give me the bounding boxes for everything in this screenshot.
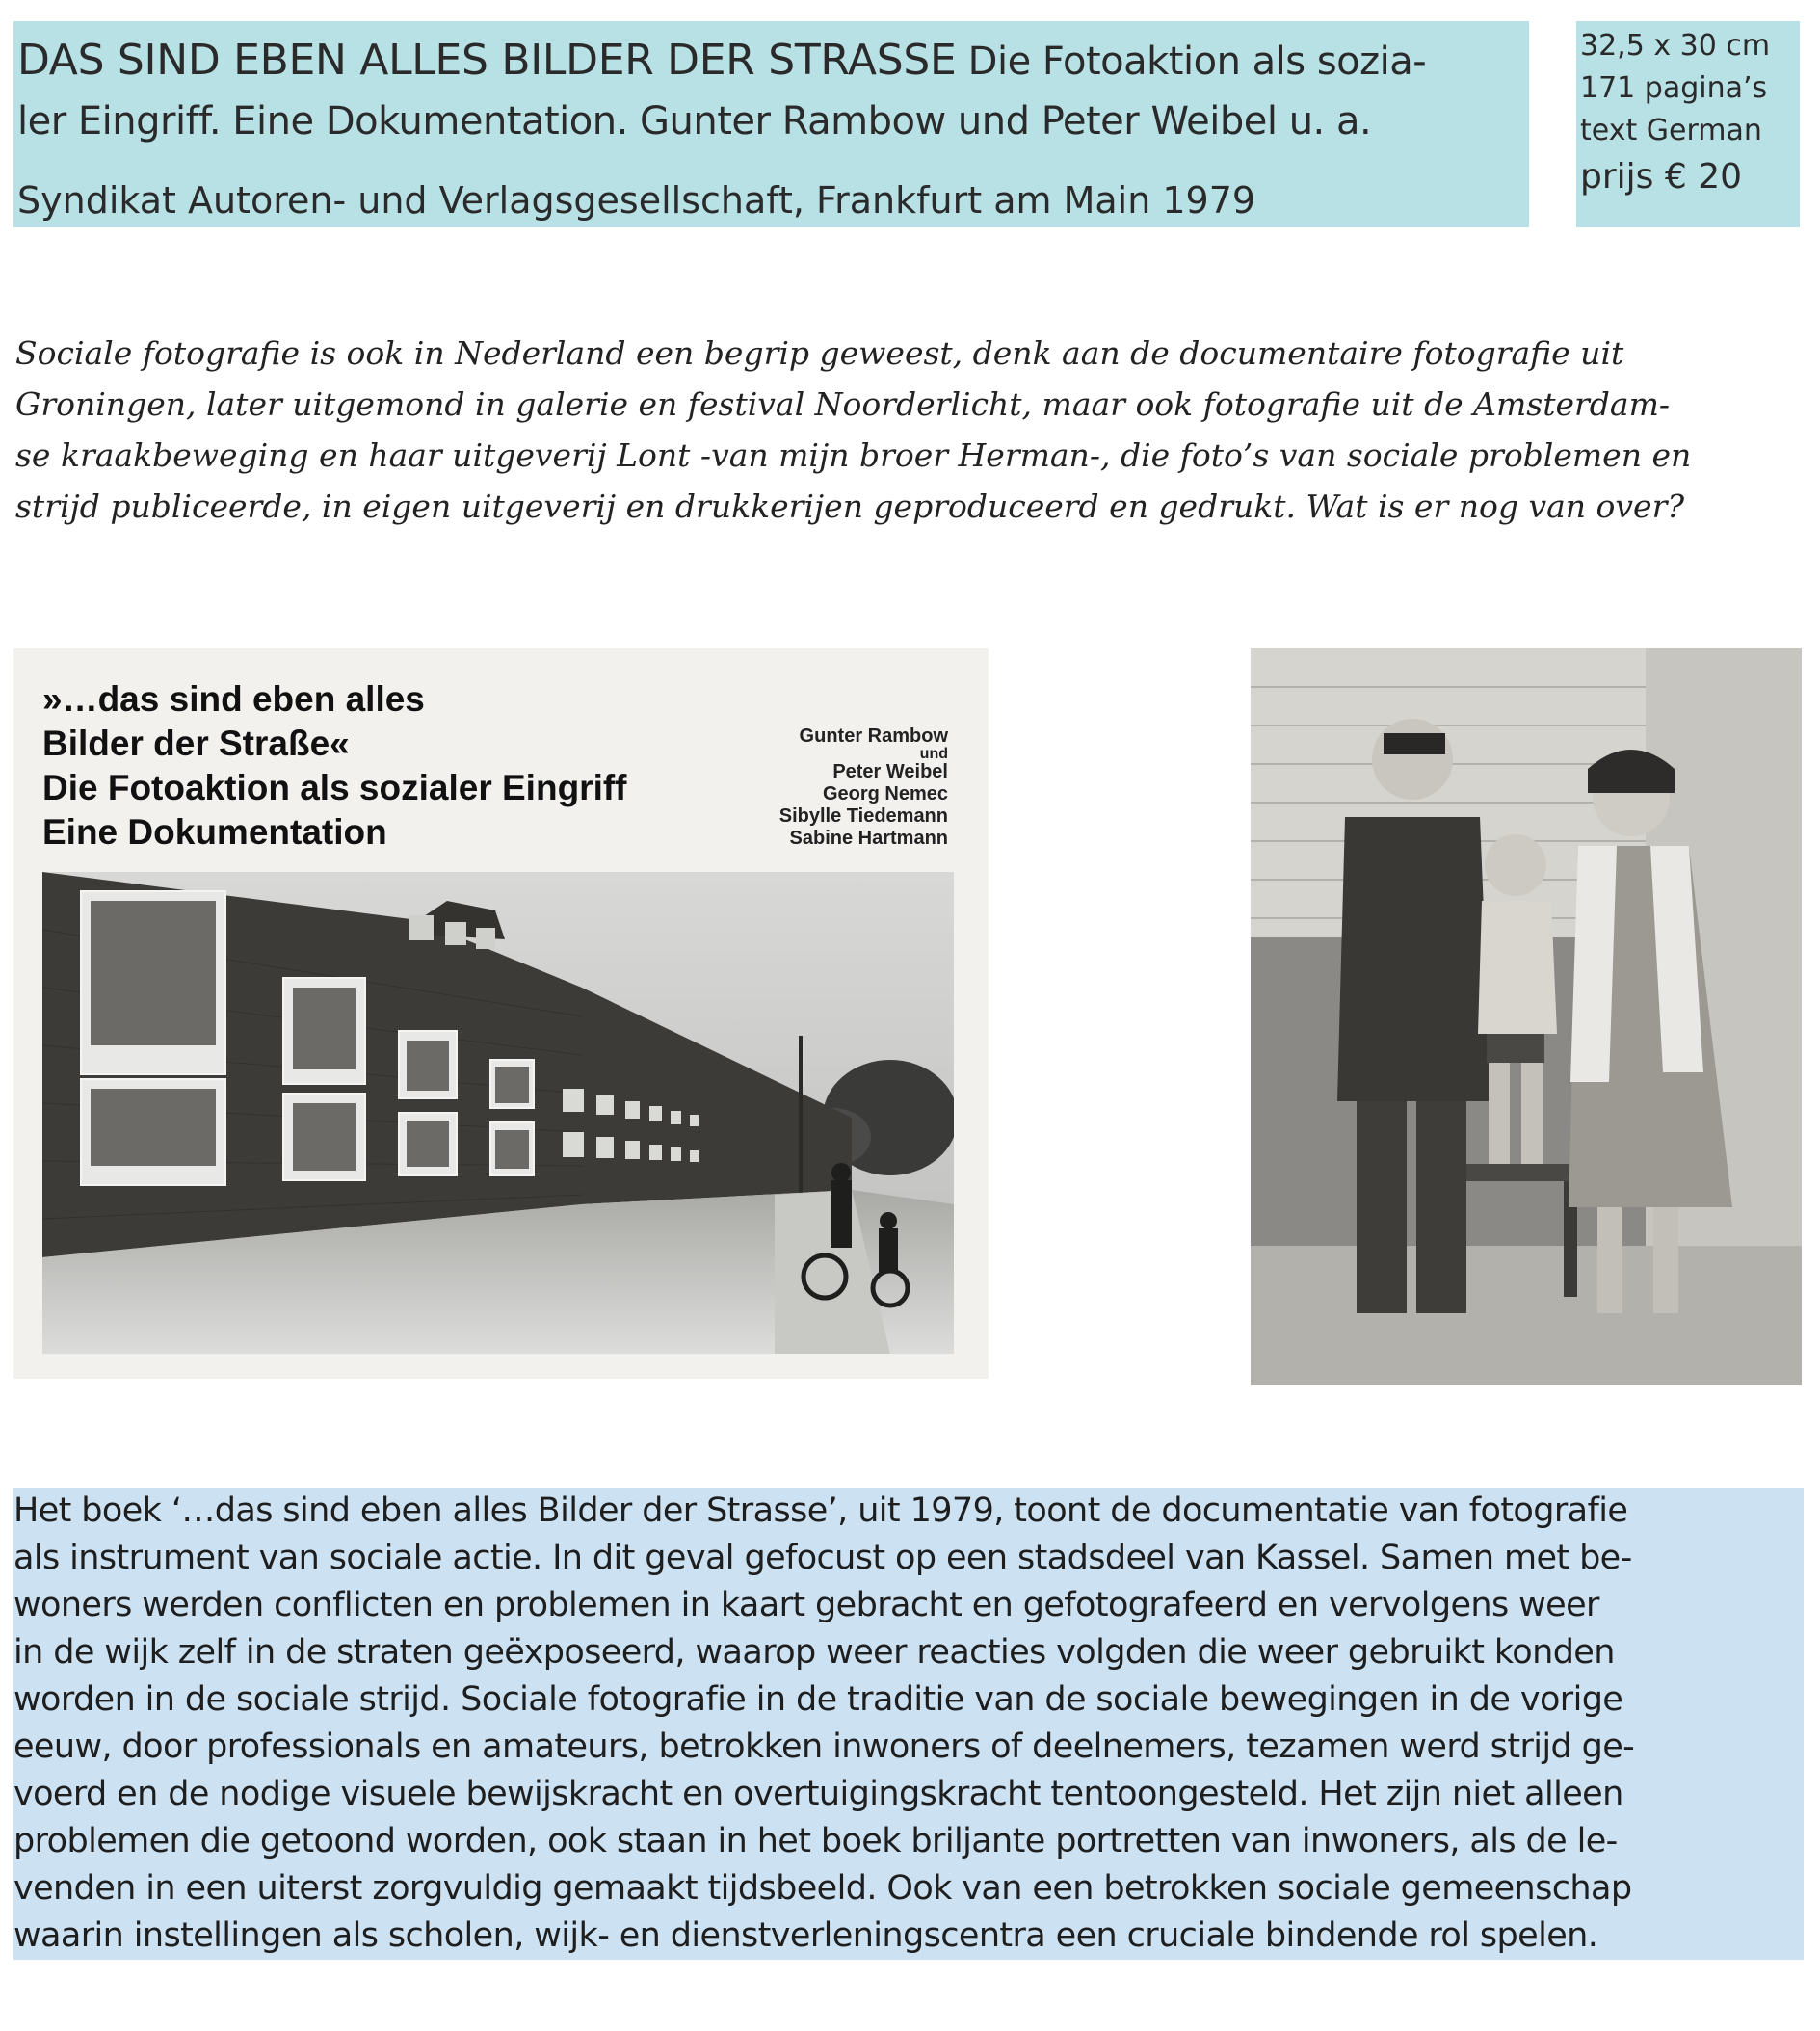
page-count: 171 pagina’s bbox=[1580, 71, 1768, 105]
intro-line: Sociale fotografie is ook in Nederland een begrip geweest, denk aan de documentaire fotografie uit bbox=[15, 334, 1624, 372]
cover-authors bbox=[779, 725, 948, 850]
publisher: Syndikat Autoren- und Verlagsgesellschaft, Frankfurt am Main 1979 bbox=[17, 179, 1256, 222]
book-title: DAS SIND EBEN ALLES BILDER DER STRASSE bbox=[17, 36, 957, 85]
cover-author: Peter Weibel bbox=[832, 761, 948, 782]
street-exhibition-photo bbox=[42, 872, 954, 1354]
body-line: Het boek ‘…das sind eben alles Bilder der Strasse’, uit 1979, toont de documentatie van fotografie bbox=[13, 1488, 1804, 1535]
body-line: waarin instellingen als scholen, wijk- en dienstverleningscentra een cruciale bindende rol spelen. bbox=[13, 1912, 1804, 1960]
intro-line: strijd publiceerde, in eigen uitgeverij en drukkerijen geproduceerd en gedrukt. Wat is er nog van over? bbox=[15, 488, 1685, 525]
intro-paragraph bbox=[15, 328, 1806, 532]
body-line: voerd en de nodige visuele bewijskracht en overtuigingskracht tentoongesteld. Het zijn niet alleen bbox=[13, 1771, 1804, 1818]
cover-title-line: Bilder der Straße« bbox=[42, 724, 350, 763]
book-subtitle-start: Die Fotoaktion als sozia- bbox=[956, 40, 1427, 84]
cover-author: Gunter Rambow bbox=[799, 725, 948, 747]
cover-title bbox=[42, 677, 717, 855]
cover-author: Georg Nemec bbox=[822, 783, 948, 804]
cover-title-line: »…das sind eben alles bbox=[42, 679, 425, 719]
body-line: problemen die getoond worden, ook staan in het boek briljante portretten van inwoners, als de le- bbox=[13, 1818, 1804, 1865]
price: prijs € 20 bbox=[1580, 157, 1743, 197]
book-cover-image bbox=[13, 648, 989, 1379]
title-box bbox=[13, 21, 1529, 227]
family-portrait-photo bbox=[1251, 648, 1802, 1385]
book-size: 32,5 x 30 cm bbox=[1580, 29, 1771, 63]
intro-line: Groningen, later uitgemond in galerie en festival Noorderlicht, maar ook fotografie uit de Amsterdam- bbox=[15, 385, 1671, 423]
cover-title-line: Die Fotoaktion als sozialer Eingriff bbox=[42, 768, 627, 807]
cover-author: Sibylle Tiedemann bbox=[778, 805, 948, 827]
specs-box bbox=[1576, 21, 1800, 227]
body-paragraph bbox=[13, 1488, 1804, 1960]
body-line: in de wijk zelf in de straten geëxposeerd, waarop weer reacties volgden die weer gebruikt konden bbox=[13, 1629, 1804, 1676]
cover-title-line: Eine Dokumentation bbox=[42, 812, 387, 852]
body-line: woners werden conflicten en problemen in kaart gebracht en gefotografeerd en vervolgens weer bbox=[13, 1582, 1804, 1629]
intro-line: se kraakbeweging en haar uitgeverij Lont -van mijn broer Herman-, die foto’s van sociale problemen en bbox=[15, 436, 1692, 474]
title-line-1 bbox=[17, 31, 1519, 92]
cover-author: und bbox=[919, 746, 948, 762]
body-line: eeuw, door professionals en amateurs, betrokken inwoners of deelnemers, tezamen werd strijd ge- bbox=[13, 1724, 1804, 1771]
body-line: als instrument van sociale actie. In dit geval gefocust op een stadsdeel van Kassel. Samen met be- bbox=[13, 1535, 1804, 1582]
text-language: text German bbox=[1580, 114, 1762, 147]
body-line: venden in een uiterst zorgvuldig gemaakt tijdsbeeld. Ook van een betrokken sociale gemeenschap bbox=[13, 1865, 1804, 1912]
body-line: worden in de sociale strijd. Sociale fotografie in de traditie van de sociale bewegingen in de vorige bbox=[13, 1676, 1804, 1724]
title-line-2: ler Eingriff. Eine Dokumentation. Gunter Rambow und Peter Weibel u. a. bbox=[17, 99, 1372, 144]
cover-author: Sabine Hartmann bbox=[789, 828, 948, 849]
